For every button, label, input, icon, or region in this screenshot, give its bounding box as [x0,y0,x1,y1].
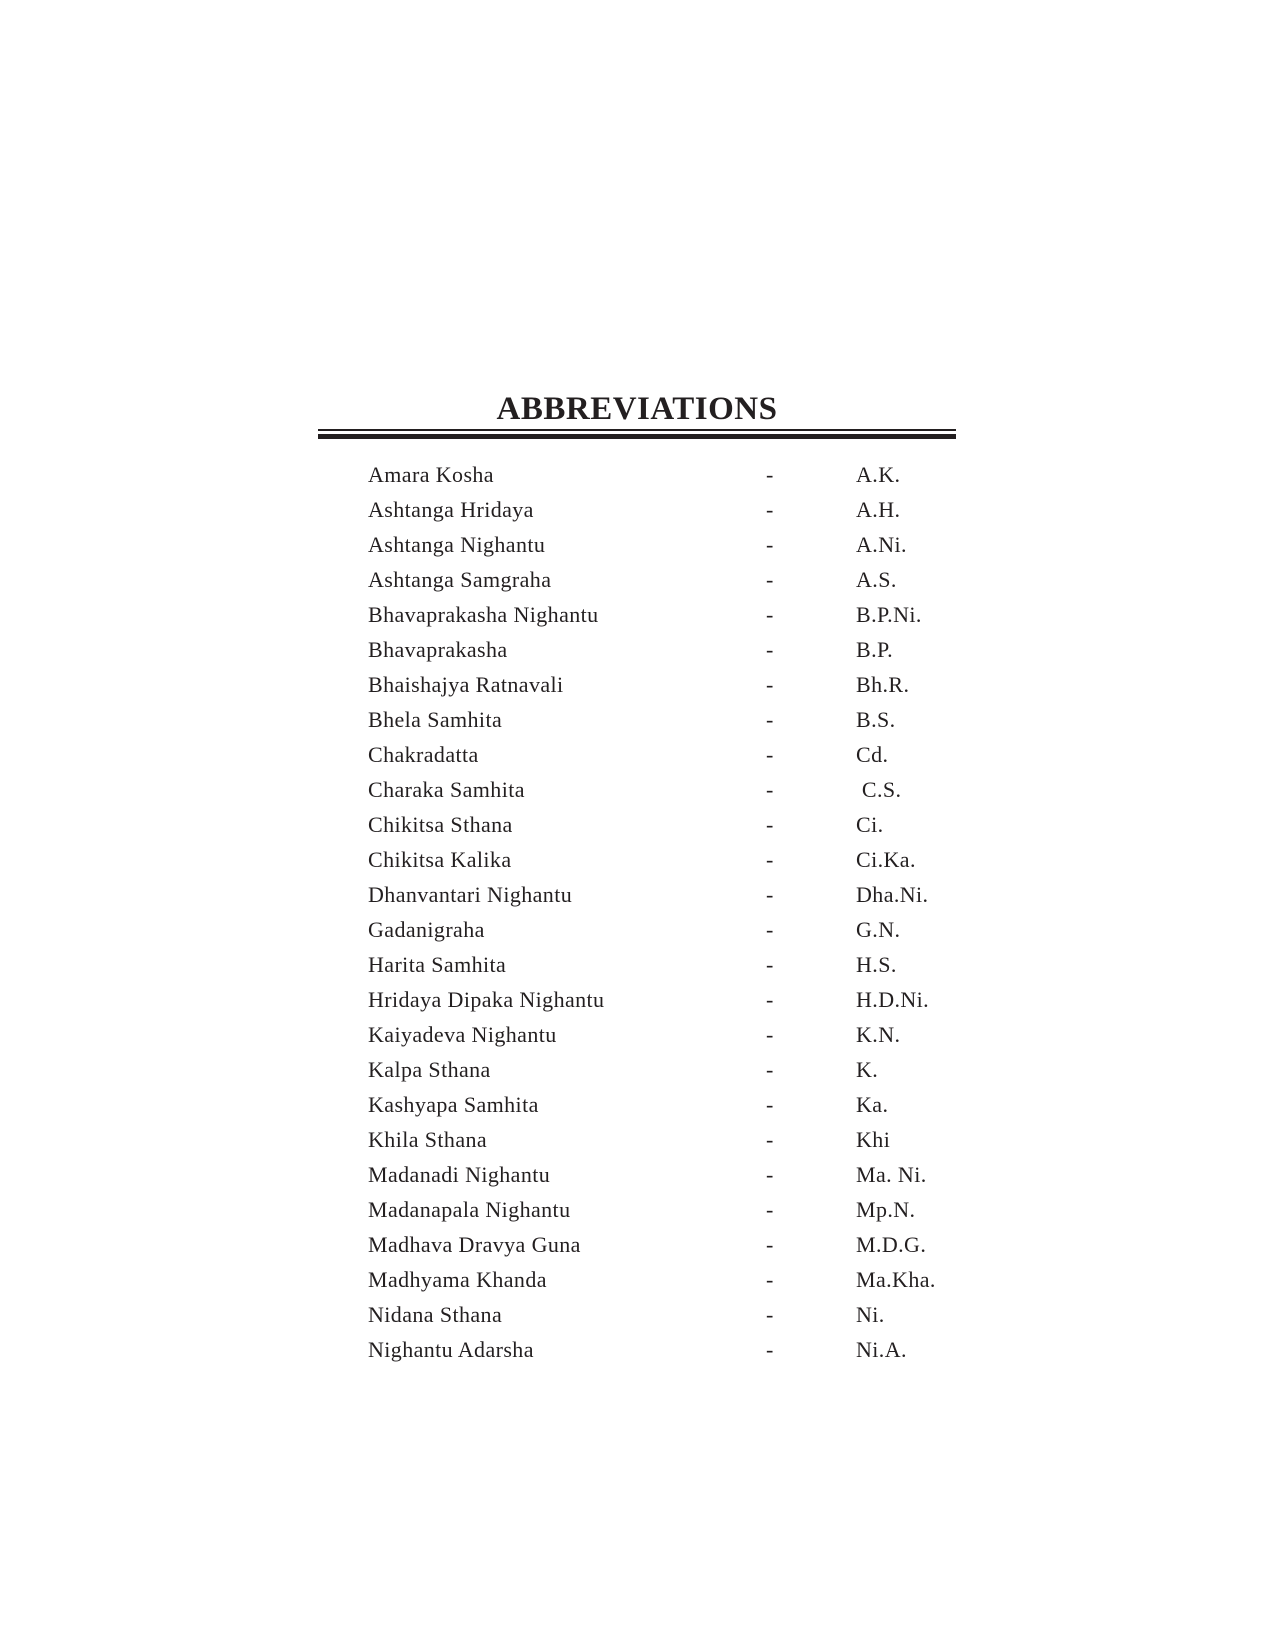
abbreviation-separator: - [766,672,774,697]
abbreviation-term: Bhela Samhita [368,707,503,732]
abbreviation-term: Kalpa Sthana [368,1057,491,1082]
abbreviation-row [368,1017,968,1052]
abbreviation-short-form: K. [856,1057,879,1082]
abbreviation-term: Gadanigraha [368,917,485,942]
abbreviation-separator: - [766,637,774,662]
abbreviation-term: Ashtanga Nighantu [368,532,546,557]
abbreviation-separator: - [766,777,774,802]
abbreviation-row [368,1192,968,1227]
abbreviation-row [368,1332,968,1367]
abbreviation-separator: - [766,532,774,557]
abbreviation-term: Nidana Sthana [368,1302,503,1327]
abbreviation-row [368,1052,968,1087]
abbreviation-short-form: A.S. [856,567,897,592]
abbreviation-row [368,597,968,632]
abbreviation-term: Harita Samhita [368,952,507,977]
abbreviation-row [368,1227,968,1262]
abbreviation-row [368,492,968,527]
abbreviation-term: Madhava Dravya Guna [368,1232,581,1257]
abbreviation-short-form: A.H. [856,497,901,522]
abbreviation-short-form: Cd. [856,742,889,767]
abbreviation-short-form: Ci. [856,812,884,837]
abbreviation-term: Kashyapa Samhita [368,1092,539,1117]
abbreviation-row [368,562,968,597]
abbreviation-row [368,842,968,877]
abbreviation-row [368,457,968,492]
abbreviation-term: Hridaya Dipaka Nighantu [368,987,605,1012]
abbreviation-short-form: K.N. [856,1022,901,1047]
abbreviation-short-form: A.Ni. [856,532,907,557]
abbreviation-separator: - [766,1267,774,1292]
abbreviation-term: Amara Kosha [368,462,494,487]
abbreviation-term: Ashtanga Samgraha [368,567,552,592]
abbreviation-separator: - [766,1022,774,1047]
abbreviation-separator: - [766,1337,774,1362]
abbreviation-separator: - [766,1127,774,1152]
abbreviation-separator: - [766,847,774,872]
abbreviation-separator: - [766,462,774,487]
abbreviation-term: Kaiyadeva Nighantu [368,1022,557,1047]
abbreviation-separator: - [766,1302,774,1327]
abbreviation-short-form: H.D.Ni. [856,987,930,1012]
abbreviation-row [368,527,968,562]
abbreviation-separator: - [766,742,774,767]
abbreviation-term: Madanapala Nighantu [368,1197,571,1222]
abbreviation-row [368,912,968,947]
abbreviation-short-form: Bh.R. [856,672,910,697]
abbreviation-short-form: Ma.Kha. [856,1267,936,1292]
abbreviation-separator: - [766,1162,774,1187]
abbreviation-term: Chakradatta [368,742,479,767]
abbreviation-short-form: C.S. [856,777,902,802]
abbreviation-term: Khila Sthana [368,1127,488,1152]
abbreviation-short-form: Mp.N. [856,1197,916,1222]
abbreviation-row [368,982,968,1017]
abbreviation-short-form: Ni. [856,1302,885,1327]
title-double-rule [318,429,956,440]
abbreviation-separator: - [766,1057,774,1082]
abbreviation-term: Charaka Samhita [368,777,525,802]
abbreviation-separator: - [766,812,774,837]
abbreviation-separator: - [766,567,774,592]
title-rule-thick-line [318,434,956,439]
abbreviation-short-form: B.P.Ni. [856,602,922,627]
abbreviation-short-form: Ka. [856,1092,889,1117]
abbreviation-separator: - [766,952,774,977]
abbreviation-short-form: G.N. [856,917,901,942]
abbreviation-separator: - [766,1197,774,1222]
abbreviation-row [368,1122,968,1157]
abbreviation-row [368,1087,968,1122]
abbreviation-list [368,457,968,1367]
abbreviation-short-form: Dha.Ni. [856,882,929,907]
abbreviation-short-form: H.S. [856,952,897,977]
abbreviation-row [368,702,968,737]
abbreviation-row [368,877,968,912]
abbreviation-short-form: A.K. [856,462,901,487]
abbreviation-row [368,947,968,982]
abbreviation-short-form: B.S. [856,707,896,732]
abbreviation-row [368,807,968,842]
abbreviation-term: Madanadi Nighantu [368,1162,551,1187]
abbreviation-separator: - [766,987,774,1012]
abbreviation-row [368,772,968,807]
abbreviation-separator: - [766,707,774,732]
abbreviation-separator: - [766,917,774,942]
abbreviation-term: Bhavaprakasha [368,637,508,662]
abbreviation-short-form: M.D.G. [856,1232,927,1257]
abbreviation-separator: - [766,602,774,627]
abbreviation-short-form: Ci.Ka. [856,847,916,872]
abbreviation-short-form: Ma. Ni. [856,1162,927,1187]
abbreviation-term: Madhyama Khanda [368,1267,547,1292]
abbreviation-separator: - [766,1232,774,1257]
abbreviation-row [368,632,968,667]
abbreviation-separator: - [766,1092,774,1117]
abbreviation-term: Bhaishajya Ratnavali [368,672,564,697]
abbreviation-short-form: B.P. [856,637,894,662]
title-rule-thin-line [318,429,956,431]
abbreviation-term: Ashtanga Hridaya [368,497,534,522]
page-title: ABBREVIATIONS [496,391,778,427]
abbreviation-row [368,1262,968,1297]
abbreviation-term: Bhavaprakasha Nighantu [368,602,599,627]
abbreviation-term: Dhanvantari Nighantu [368,882,573,907]
abbreviation-separator: - [766,497,774,522]
abbreviation-term: Chikitsa Kalika [368,847,512,872]
abbreviation-row [368,1297,968,1332]
abbreviation-short-form: Ni.A. [856,1337,907,1362]
abbreviation-term: Chikitsa Sthana [368,812,513,837]
abbreviation-short-form: Khi [856,1127,891,1152]
abbreviation-row [368,1157,968,1192]
abbreviation-row [368,737,968,772]
abbreviation-row [368,667,968,702]
abbreviation-separator: - [766,882,774,907]
abbreviation-term: Nighantu Adarsha [368,1337,534,1362]
